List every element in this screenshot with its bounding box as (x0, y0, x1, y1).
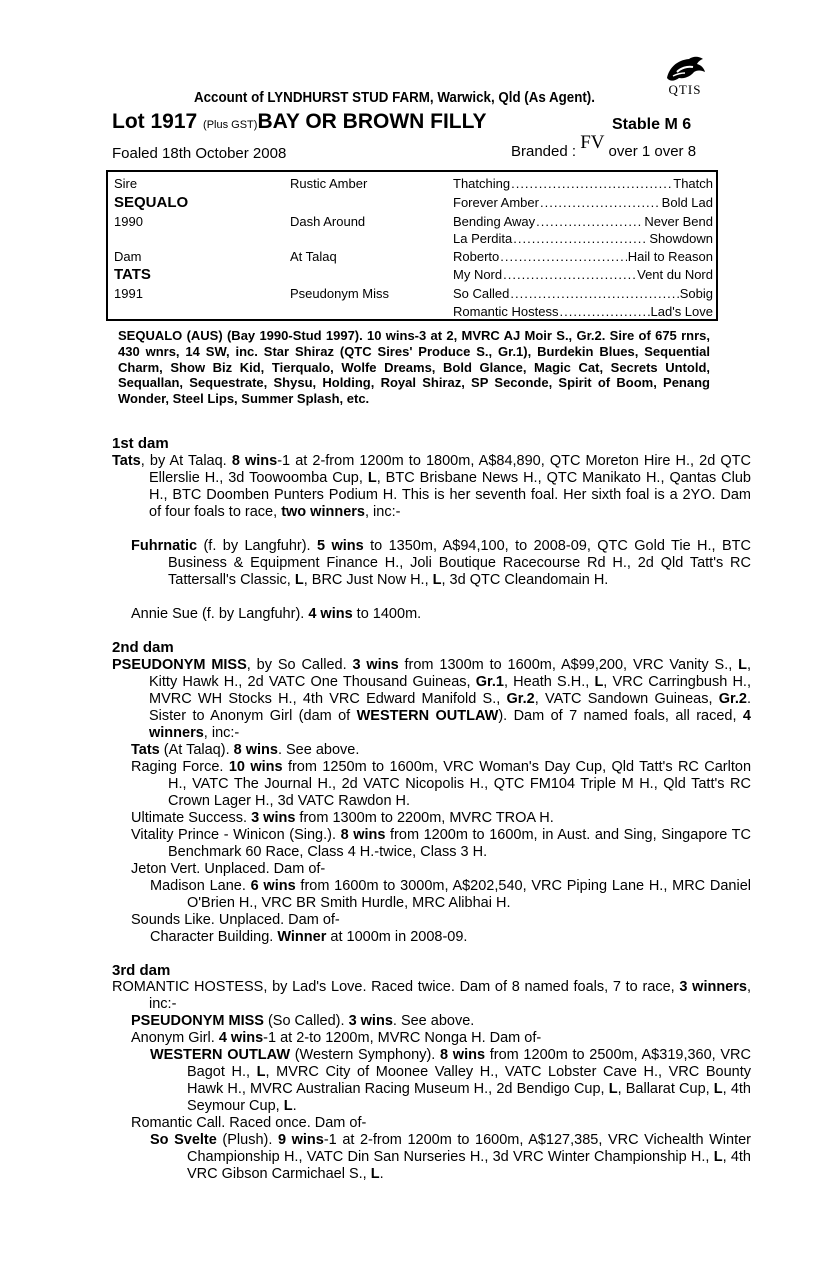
jeton-vert-entry: Jeton Vert. Unplaced. Dam of- (131, 861, 326, 877)
stable-label: Stable M 6 (612, 116, 692, 133)
annie-sue-entry: Annie Sue (f. by Langfuhr). 4 wins to 1400m. (131, 606, 422, 622)
romantic-call-entry: Romantic Call. Raced once. Dam of- (131, 1115, 367, 1131)
account-line: Account of LYNDHURST STUD FARM, Warwick, Qld (As Agent). (194, 90, 595, 106)
sire-sire: Rustic Amber (290, 176, 368, 191)
brand-mark: FV (580, 132, 605, 153)
ultimate-success-entry: Ultimate Success. 3 wins from 1300m to 2200m, MVRC TROA H. (131, 810, 554, 826)
character-building-entry: Character Building. Winner at 1000m in 2008-09. (150, 929, 468, 945)
so-svelte-entry: So Svelte (Plush). 9 wins-1 at 2-from 1200m to 1600m, A$127,385, VRC Vichealth Winter Championship H., VATC Din San Nurseries H., 3d VRC Winter Championship H., L, 4th VRC Gibson Carmichael S., L. (150, 1132, 752, 1182)
grandparent-row: My Nord ..... Vent du Nord (453, 267, 713, 282)
raging-force-entry: Raging Force. 10 wins from 1250m to 1600m, VRC Woman's Day Cup, Qld Tatt's RC Carlton H., VATC The Journal H., 2d VATC Nicopolis H., QTC FM104 Triple M H., Qld Tatt's RC Crown Lager H., 3d VATC Rawdon H. (131, 759, 752, 809)
lot-number: Lot 1917 (112, 110, 198, 133)
lot-title-line (112, 110, 487, 134)
grandparent-row: Forever Amber ..... Bold Lad (453, 195, 713, 210)
grandparent-row: La Perdita ..... Showdown (453, 231, 713, 246)
lot-description: BAY OR BROWN FILLY (257, 110, 487, 133)
romantic-hostess-entry: ROMANTIC HOSTESS, by Lad's Love. Raced twice. Dam of 8 named foals, 7 to race, 3 winners, inc:- (112, 979, 751, 1012)
grandparent-row: Roberto ..... Hail to Reason (453, 249, 713, 264)
grandparent-row: So Called ..... Sobig (453, 286, 713, 301)
anonym-girl-entry: Anonym Girl. 4 wins-1 at 2-to 1200m, MVRC Nonga H. Dam of- (131, 1030, 542, 1046)
qtis-horse-head-icon (663, 54, 707, 84)
grandparent-row: Romantic Hostess ..... Lad's Love (453, 304, 713, 319)
sire-summary: SEQUALO (AUS) (Bay 1990-Stud 1997). 10 wins-3 at 2, MVRC AJ Moir S., Gr.2. Sire of 675 rnrs, 430 wnrs, 14 SW, inc. Star Shiraz (QTC Sires' Produce S., Gr.1), Burdekin Blues, Sequential Charm, Show Biz Kid, Tierqualo, Wolfe Dreams, Bold Glance, Magic Cat, Secrets Untold, Sequallan, Sequestrate, Shysu, Holding, Royal Shiraz, SP Seconde, Spirit of Boom, Penang Wonder, Steel Lips, Summer Splash, etc. (118, 328, 710, 407)
vitality-prince-entry: Vitality Prince - Winicon (Sing.). 8 wins from 1200m to 1600m, in Aust. and Sing, Singapore TC Benchmark 60 Race, Class 4 H.-twice, Class 3 H. (131, 827, 751, 860)
dam-name: TATS (114, 266, 151, 283)
pseudonym-miss-ref: PSEUDONYM MISS (So Called). 3 wins. See above. (131, 1013, 475, 1029)
foaled-date: Foaled 18th October 2008 (112, 145, 287, 162)
branded-line (511, 132, 697, 162)
pedigree-table (106, 170, 718, 321)
plus-gst: (Plus GST) (203, 119, 258, 131)
dam-dam: Pseudonym Miss (290, 286, 389, 301)
western-outlaw-entry: WESTERN OUTLAW (Western Symphony). 8 wins from 1200m to 2500m, A$319,360, VRC Bagot H., L, MVRC City of Moonee Valley H., VATC Lobster Cave H., VRC Bounty Hawk H., MVRC Australian Racing Museum H., 2d Bendigo Cup, L, Ballarat Cup, L, 4th Seymour Cup, L. (150, 1047, 751, 1114)
grandparent-row: Bending Away ..... Never Bend (453, 214, 713, 229)
third-dam-heading: 3rd dam (112, 962, 171, 979)
dam-label: Dam (114, 249, 142, 264)
qtis-logo (660, 54, 710, 98)
branded-label: Branded : (511, 143, 577, 160)
sire-year: 1990 (114, 214, 143, 229)
sire-label: Sire (114, 176, 138, 191)
grandparent-row: Thatching ..... Thatch (453, 176, 713, 191)
dam-sire: At Talaq (290, 249, 337, 264)
fuhrnatic-entry: Fuhrnatic (f. by Langfuhr). 5 wins to 1350m, A$94,100, to 2008-09, QTC Gold Tie H., BTC Business & Equipment Finance H., Joli Boutique Racecourse Rd H., 2d Qld Tatt's RC Tattersall's Classic, L, BRC Just Now H., L, 3d QTC Cleandomain H. (131, 538, 751, 588)
branded-details: over 1 over 8 (608, 143, 697, 160)
first-dam-tats: Tats, by At Talaq. 8 wins-1 at 2-from 1200m to 1800m, A$84,890, QTC Moreton Hire H., 2d QTC Ellerslie H., 3d Toowoomba Cup, L, BTC Brisbane News H., QTC Manikato H., Qantas Club H., BTC Doomben Punters Podium H. This is her seventh foal. Her sixth foal is a 2YO. Dam of four foals to race, two winners, inc:- (112, 453, 751, 520)
first-dam-heading: 1st dam (112, 435, 169, 452)
sounds-like-entry: Sounds Like. Unplaced. Dam of- (131, 912, 340, 928)
pseudonym-miss-entry: PSEUDONYM MISS, by So Called. 3 wins from 1300m to 1600m, A$99,200, VRC Vanity S., L, Kitty Hawk H., 2d VATC One Thousand Guineas, Gr.1, Heath S.H., L, VRC Carringbush H., MVRC WH Stocks H., 4th VRC Edward Manifold S., Gr.2, VATC Sandown Guineas, Gr.2. Sister to Anonym Girl (dam of WESTERN OUTLAW). Dam of 7 named foals, all raced, 4 winners, inc:- (112, 657, 752, 741)
second-dam-heading: 2nd dam (112, 639, 174, 656)
dam-year: 1991 (114, 286, 143, 301)
logo-text: QTIS (668, 82, 702, 97)
sire-name: SEQUALO (114, 194, 189, 211)
madison-lane-entry: Madison Lane. 6 wins from 1600m to 3000m, A$202,540, VRC Piping Lane H., MRC Daniel O'Brien H., VRC BR Smith Hurdle, MRC Alibhai H. (150, 878, 751, 911)
sire-dam: Dash Around (290, 214, 366, 229)
tats-entry: Tats (At Talaq). 8 wins. See above. (131, 742, 360, 758)
